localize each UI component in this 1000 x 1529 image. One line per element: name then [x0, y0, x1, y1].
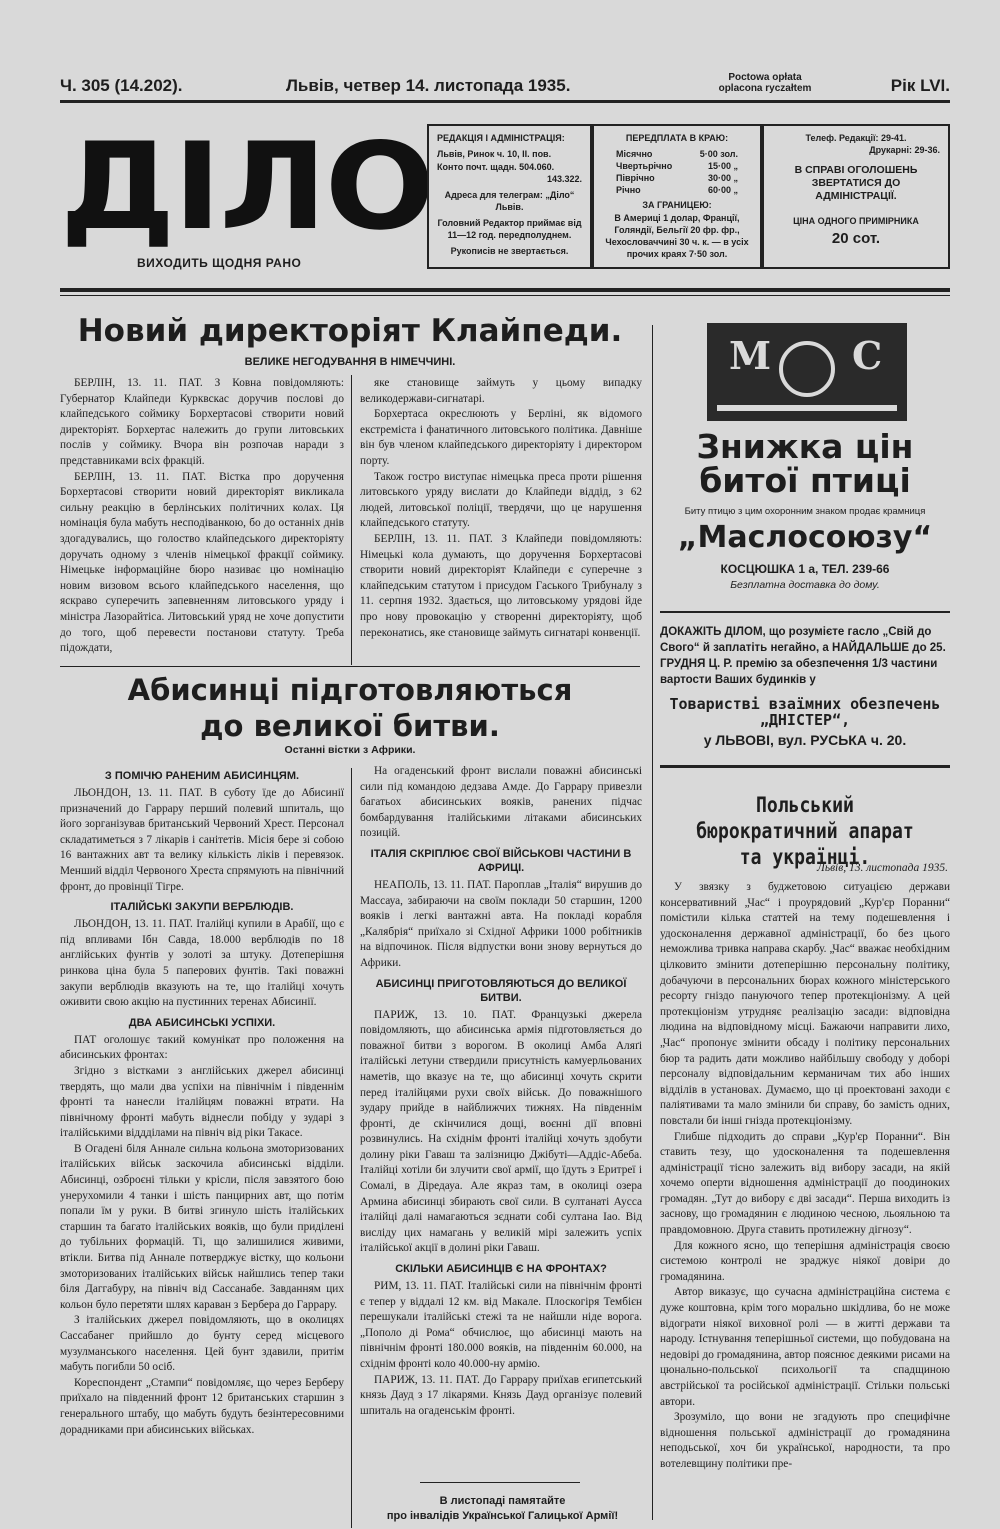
- veterans-note: В листопаді памятайте про інвалідів Української Галицької Армії!: [386, 1495, 619, 1522]
- subscription-row: Піврічно 30·00 „: [616, 173, 738, 183]
- headline-polish-bureaucracy: Польський бюрократичний апарат та українці.: [696, 793, 914, 869]
- ad-text: Биту птицю з цим охоронним знаком продає крамниця: [684, 506, 926, 517]
- copy-price: 20 сот.: [831, 230, 881, 247]
- section-heading: ДВА АБИСИНСЬКІ УСПІХИ.: [128, 1016, 276, 1029]
- headline-abyssinia: Абисинці підготовляються до великої битви.: [127, 673, 573, 743]
- ad-address: КОСЦЮШКА 1 а, ТЕЛ. 239-66: [720, 562, 890, 576]
- article-column: У звязку з буджетовою ситуацією держави консервативний „Час“ і проурядовий „Кур'єр Поранни“ помістили кілька статтей на тему подешевлення і удосконалення державної адміністрації, бо без цього неможлива тривка направа скарбу. „Час“ вважає необхідним цілковито змінити дотеперішню персональну політику, добачуючи в персональних бюрах кожного міністерського ресорту гніздо пануючого тепер протекціонізму. А цей протекціонізм утрудняє реалізацію засади: відповідна людина на відповідному місці. Бажаючи направити лихо, „Час“ пропонує змінити обсаду і політику персональних бюр та радить дати можливо найбільшу свободу у доборі персоналу відповідальним керманичам тих або інших відділів в установах. Думаємо, що ці проектовані заходи є паліятивами та мало змінили би справу, бо замість одних, повстали би інші гнізда протекціонізму. Глибше підходить до справи „Кур'єр Поранни“. Він ставить тезу, що удосконалення та подешевлення адміністрації тісно залежить від вибору засади, на якій хочемо оперти відношення адміністрації до поодиноких громадян. „Тут до вибору є дві засади“. Перша виходить із заснову, що громадянин є людиною чесною, льояльною та правдомовною. Друга ставить протилежну дігнозу“. Для кожного ясно, що теперішня адміністрація своєю системою контролі не зраджує ніякої довіри до громадянина. Автор виказує, що сучасна адміністраційна система є дуже коштовна, крім того морально шкідлива, бо не може відограти ніякої виховної ролі — в житті держави та народу. Істнування теперішньої системи, що побудована на недовірі до громадянина, автор пояснює деякими рисами на цюнально-польської психольогії та спадщиною австрійської та російської адміністрації. Стільки польські автори. Зрозуміло, що вони не згадують про специфічне відношення польської адміністрації до громадянина неподьської, хоч би української, народности, та про вотелевщину політики пре-: [660, 881, 950, 1470]
- subhead-abyssinia: Останні вістки з Африки.: [284, 744, 416, 756]
- section-rule: [60, 666, 640, 667]
- top-info-line: [60, 74, 950, 100]
- subscription-box: ПЕРЕДПЛАТА В КРАЮ: Місячно 5·00 зол. Чвертьрічно 15·00 „ Піврічно 30·00 „ Річно 60·00 „ ЗА ГРАНИЦЕЮ: В Америці 1 долар, Франції, Голяндії, Бельгії 20 фр. фр., Чехословаччині 30 ч. к. — в усіх прочих краях 7·50 зол.: [592, 124, 762, 269]
- swan-emblem-icon: [779, 341, 835, 397]
- subscription-row: Чвертьрічно 15·00 „: [616, 161, 738, 171]
- issue-date: Львів, четвер 14. листопада 1935.: [286, 76, 571, 95]
- tagline: ВИХОДИТЬ ЩОДНЯ РАНО: [137, 256, 302, 270]
- logo-letter: С: [852, 333, 883, 378]
- ad-rule: [660, 611, 950, 613]
- dnister-address: у ЛЬВОВІ, вул. РУСЬКА ч. 20.: [703, 732, 907, 748]
- postal-note: Poctowa opłata oplacona ryczałtem: [718, 72, 812, 94]
- ad-headline: Знижка цін битої птиці: [696, 427, 914, 500]
- article-column: На огаденський фронт вислали поважні абисинські сили під командою дедзава Амде. До Гаррару привезли багатьох абисинських вояків, ранених підчас бомбардування італійськими літаками абисинських позицій. ІТАЛІЯ СКРІПЛЮЄ СВОЇ ВІЙСЬКОВІ ЧАСТИНИ В АФРИЦІ. НЕАПОЛЬ, 13. 11. ПАТ. Пароплав „Італія“ вирушив до Массауа, забираючи на своїм поклади 50 старшин, 1200 вояків і легкі вантажні авта. На покладі корабля „Калябрія“ приїхало зі Східної Африки 1000 робітників на відпочинок. Після відпустки вони знову вернуться до Африки. АБИСИНЦІ ПРИГОТОВЛЯЮТЬСЯ ДО ВЕЛИКОЇ БИТВИ. ПАРИЖ, 13. 10. ПАТ. Французькі джерела повідомляють, що абисинська армія підготовляється до поважної битви з ворогом. В околиці Амба Аляґі італійські летуни ствердили присутність камуерльованих наметів, що вказує на те, що абисинці хочуть скрити перед італійцями рухи своїх військ. До поважнішого зудару прийде в найближчих тижнях. На південнім фронті, де скінчилися дощі, воєнні дії вповні розвинулись. На східнім фронті італійці хочуть здобути долину ріки Гаваш та залізницю Джібуті—Аддіс-Абеба. Італійці хотіли би злучити свої армії, що їдуть з Еритреї і Сомалі, в Діредауа. Але якраз там, в околиці озера Армина абисинці збирають свої сили. В султанаті Аусса італійці далі намагаються зєднати собі султана Іао. Від висліду цих намагань у великій мірі залежить успіх італійської акції в долині ріки Гаваш. СКІЛЬКИ АБИСИНЦІВ Є НА ФРОНТАХ? РИМ, 13. 11. ПАТ. Італійські сили на північнім фронті є тепер у віддалі 12 км. від Макале. Плоскогіря Тембієн перешукали італійські стежі та не найшли ніде ворога. „Пополо ді Рома“ обчислює, що абисинці мають на північнім фронті 180.000 вояків, на південнім 60.000, на східнім фронті коло 40.000-ну армію. ПАРИЖ, 13. 11. ПАТ. До Гаррару приїхав египетський князь Дауд з 17 лікарями. Князь Дауд організує полевий шпиталь на огаденськім фронті.: [360, 765, 642, 1417]
- section-rule: [420, 1482, 580, 1483]
- column-divider: [351, 768, 352, 1528]
- dnister-company: Товаристві взаїмних обезпечень „ДНІСТЕР“,: [669, 695, 941, 729]
- section-heading: ІТАЛІЯ СКРІПЛЮЄ СВОЇ ВІЙСЬКОВІ ЧАСТИНИ В АФРИЦІ.: [370, 847, 632, 874]
- ad-brand-name: „Маслосоюзу“: [677, 520, 933, 555]
- dnister-ad: ДОКАЖІТЬ ДІЛОМ, що розумієте гасло „Свій до Свого“ й заплатіть негайно, а НАЙДАЛЬШЕ до 25. ГРУДНЯ Ц. Р. премію за обезпечення 1/3 частини вартости Ваших будинків у Товаристві взаїмних обезпечень „ДНІСТЕР“, у ЛЬВОВІ, вул. РУСЬКА ч. 20.: [660, 624, 950, 748]
- subscription-rows: [602, 148, 752, 196]
- top-rule: [60, 100, 950, 103]
- article-column: БЕРЛІН, 13. 11. ПАТ. З Ковна повідомляють: Губернатор Клайпеди Курквскас доручив послові до клайпедського соймику Борхертасові створити новий директоріят. Борхертас належить до групи литовських послів у соймику. Вчора він розпочав наради з представниками всіх фракцій. БЕРЛІН, 13. 11. ПАТ. Вістка про доручення Борхертасові створити новий директоріят викликала сильну реакцію в берлінських політичних колах. Ця номінація була мабуть несподіванкою, бо до останніх днів здогадувались, що голоство клайпедського директоріяту доручать одному з членів німецької фракції соймику. Німецьке інформаційне бюро називає цю номінацію новим визовом всього клайпедського населення, що яскраво суперечить запевненням литовського уряду і міністра Лазорайтіса. Литовський уряд не хоче допустити до того, щоб перевести постанови статуту. Треба підождати,: [60, 377, 344, 655]
- logo-base-stripe: [717, 405, 897, 411]
- subhead-klaipeda: ВЕЛИКЕ НЕГОДУВАННЯ В НІМЕЧЧИНІ.: [244, 356, 456, 368]
- logo-letter: М: [729, 333, 772, 378]
- volume-year: Рік LVI.: [890, 76, 950, 95]
- article-column: З ПОМІЧЮ РАНЕНИМ АБИСИНЦЯМ. ЛЬОНДОН, 13. 11. ПАТ. В суботу їде до Абисинії призначений до Гаррару перший полевий шпиталь, що його зорганізував британський Червоний Хрест. Персонал складатиметься з 7 лікарів і санітетів. Місія бере зі собою 16 вантажних авт та велику кількість ліків і перевязок. Менший відділ Червоного Хреста спрямують на північний фронт, до провінції Тігре. ІТАЛІЙСЬКІ ЗАКУПИ ВЕРБЛЮДІВ. ЛЬОНДОН, 13. 11. ПАТ. Італійці купили в Арабії, що є під впливами Ібн Савда, 18.000 верблюдів по 18 англійських фунтів у золоті за штуку. Дотеперішня ринкова ціна була 5 паперових фунтів. Такі поважні закупи верблюдів вказують на те, що італійці хочуть оживити свою акцію на пустинних теренах Абисинії. ДВА АБИСИНСЬКІ УСПІХИ. ПАТ оголошує такий комунікат про положення на абисинських фронтах: Згідно з вістками з англійських джерел абисинці твердять, що мали два успіхи на північнім і південнім фронті та нанесли італійцям поважні втрати. На північному фронті мабуть віднесли побіду у зударі з італійськими віддділами на північ від ріки Такасе. В Огадені біля Аннале сильна кольона змоторизованих італійських військ заскочила абисинські відділи. Абисинці, озброєні тільки у крісли, після завзятого бою унерухомили 4 танки і шість панцирних авт, що потім попали їм у руки. В битві згинуло шість італійських старшин та багато італійських вояків, що були приділені до тубільних формацій. Ті, що залишилися живими, втікли. Битва під Аннале потверджує вістку, що кольони змоторизованих італійських військ найшлись тепер таки біля Даггабуру, на північ від Сассанабе. Завданням цих кольон було перетяти шлях караван з Бербера до Гаррару. З італійських джерел повідомляють, що в околицях Сассабанег прийшло до бунту серед місцевого музулманського населення. Цей бунт здавили, притім мабуть погибли 50 осіб. Кореспондент „Стампи“ повідомляє, що через Берберу приїхало на південний фронт 12 британських старшин з генерального штабу, що мабуть будуть безінтересовними дорадниками при абисинських військах.: [60, 770, 344, 1436]
- subscription-row: Річно 60·00 „: [616, 185, 738, 195]
- maslosoyuz-logo: [707, 323, 907, 421]
- article-column: яке становище займуть у цьому випадку великодержави-сигнатарі. Борхертаса окреслюють у Берліні, як відомого екстреміста і фанатичного литовського політика. Давніше він був членом клайпедського директоріяту і директором порту. Також гостро виступає німецька преса проти рішення литовського уряду вислати до Клайпеди віддід, з 62 людей, литовської поліції, твердячи, що це нарушення клайпедського статуту. БЕРЛІН, 13. 11. ПАТ. З Клайпеди повідомляють: Німецькі кола думають, що доручення Борхертасові створити новий директоріят Клайпеди є суперечне з клайпедським статутом і присудом Гаського Трибуналу з 11. серпня 1932. Здається, що литовському урядові йде про нову провокацію у створенні директоріяту, щоб переконатись, яке становище займуть сигнатарі конвенції.: [360, 377, 642, 639]
- ad-delivery: Безплатна доставка до дому.: [730, 579, 880, 591]
- dateline: Львів, 13. листопада 1935.: [817, 862, 948, 874]
- issue-number: Ч. 305 (14.202).: [60, 76, 183, 95]
- section-heading: З ПОМІЧЮ РАНЕНИМ АБИСИНЦЯМ.: [104, 770, 300, 782]
- masthead-rule-thin: [60, 295, 950, 296]
- section-heading: АБИСИНЦІ ПРИГОТОВЛЯЮТЬСЯ ДО ВЕЛИКОЇ БИТВИ.: [375, 977, 627, 1004]
- masthead-rule: [60, 288, 950, 292]
- column-divider: [351, 375, 352, 665]
- newspaper-title: ДІЛО: [60, 118, 433, 257]
- section-heading: СКІЛЬКИ АБИСИНЦІВ Є НА ФРОНТАХ?: [395, 1263, 607, 1276]
- contacts-box: Телеф. Редакції: 29-41. Друкарні: 29-36. В СПРАВІ ОГОЛОШЕНЬ ЗВЕРТАТИСЯ ДО АДМІНІСТРАЦІЇ. ЦІНА ОДНОГО ПРИМІРНИКА 20 сот.: [762, 124, 950, 269]
- subscription-row: Місячно 5·00 зол.: [616, 149, 738, 159]
- section-heading: ІТАЛІЙСЬКІ ЗАКУПИ ВЕРБЛЮДІВ.: [110, 901, 294, 914]
- editorial-office-box: РЕДАКЦІЯ І АДМІНІСТРАЦІЯ: Львів, Ринок ч. 10, II. пов. Конто почт. щадн. 504.060. 143.322. Адреса для телеграм: „Діло“ Львів. Головний Редактор приймає від 11—12 год. передполуднем. Рукописів не звертається.: [427, 124, 592, 269]
- headline-klaipeda: Новий директоріят Клайпеди.: [77, 313, 623, 349]
- column-divider: [652, 325, 653, 1520]
- ad-rule: [660, 765, 950, 768]
